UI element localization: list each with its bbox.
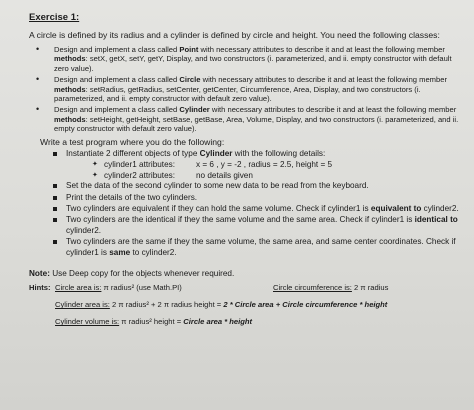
hints-block — [29, 283, 462, 327]
hints-label: Hints: — [29, 283, 51, 293]
square-bullet-icon — [53, 152, 57, 156]
step-print: Print the details of the two cylinders. — [42, 193, 462, 203]
task-point: • Design and implement a class called Point with necessary attributes to describe it and at least the following member methods: setX, getX, setY, getY, Display, and two constructors (i. parameterized, and ii. empty constructor with default zero value). — [36, 44, 452, 73]
test-program-heading: Write a test program where you do the following: — [40, 136, 225, 147]
square-bullet-icon — [53, 207, 57, 211]
hint-row-circle: Hints: Circle area is: π radius² (use Math.PI) Circle circumference is: 2 π radius — [29, 283, 389, 293]
star-bullet-icon: ✦ — [92, 161, 98, 169]
cylinder1-attributes: ✦ cylinder1 attributes: x = 6 , y = -2 , radius = 2.5, height = 5 — [92, 160, 333, 170]
square-bullet-icon — [53, 196, 57, 200]
step-identical: Two cylinders are the identical if they the same volume and the same area. Check if cylinder1 is identical to cylinder2. — [42, 215, 462, 236]
step-same: Two cylinders are the same if they the same volume, the same area, and same center coordinates. Check if cylinder1 is same to cylinder2. — [42, 237, 462, 258]
square-bullet-icon — [53, 240, 57, 244]
hint-row-cylinder-area: Cylinder area is: 2 π radius² + 2 π radius height = 2 * Circle area + Circle circumference * height — [55, 300, 388, 310]
square-bullet-icon — [53, 184, 57, 188]
bullet-icon: • — [36, 104, 40, 115]
star-bullet-icon: ✦ — [92, 171, 98, 179]
hint-row-cylinder-volume: Cylinder volume is: π radius² height = Circle area * height — [55, 317, 253, 327]
bullet-icon: • — [36, 44, 40, 54]
bullet-icon: • — [36, 74, 40, 85]
intro-text: A circle is defined by its radius and a cylinder is defined by circle and height. You need the following classes: — [29, 30, 440, 40]
note-line: Note: Use Deep copy for the objects whenever required. — [29, 269, 235, 279]
step-equivalent: Two cylinders are equivalent if they can hold the same volume. Check if cylinder1 is equivalent to cylinder2. — [42, 204, 462, 214]
square-bullet-icon — [53, 218, 57, 222]
step-set-data: Set the data of the second cylinder to some new data to be read from the keyboard. — [42, 181, 462, 191]
task-circle: • Design and implement a class called Circle with necessary attributes to describe it and at least the following member methods: setRadius, getRadius, setCenter, getCenter, Circumference, Area, Display, and two constructors (i. parameterized, and ii. empty constructor with default zero value). — [36, 74, 447, 104]
exercise-title: Exercise 1: — [29, 12, 80, 23]
step-instantiate: Instantiate 2 different objects of type Cylinder with the following details: — [42, 149, 462, 159]
cylinder2-attributes: ✦ cylinder2 attributes: no details given — [92, 170, 253, 180]
task-cylinder: • Design and implement a class called Cylinder with necessary attributes to describe it and at least the following member methods: setHeight, getHeight, setBase, getBase, Area, Volume, Display, and two constructors (i. parameterized, and ii. empty constructor with default zero value). — [36, 104, 459, 134]
